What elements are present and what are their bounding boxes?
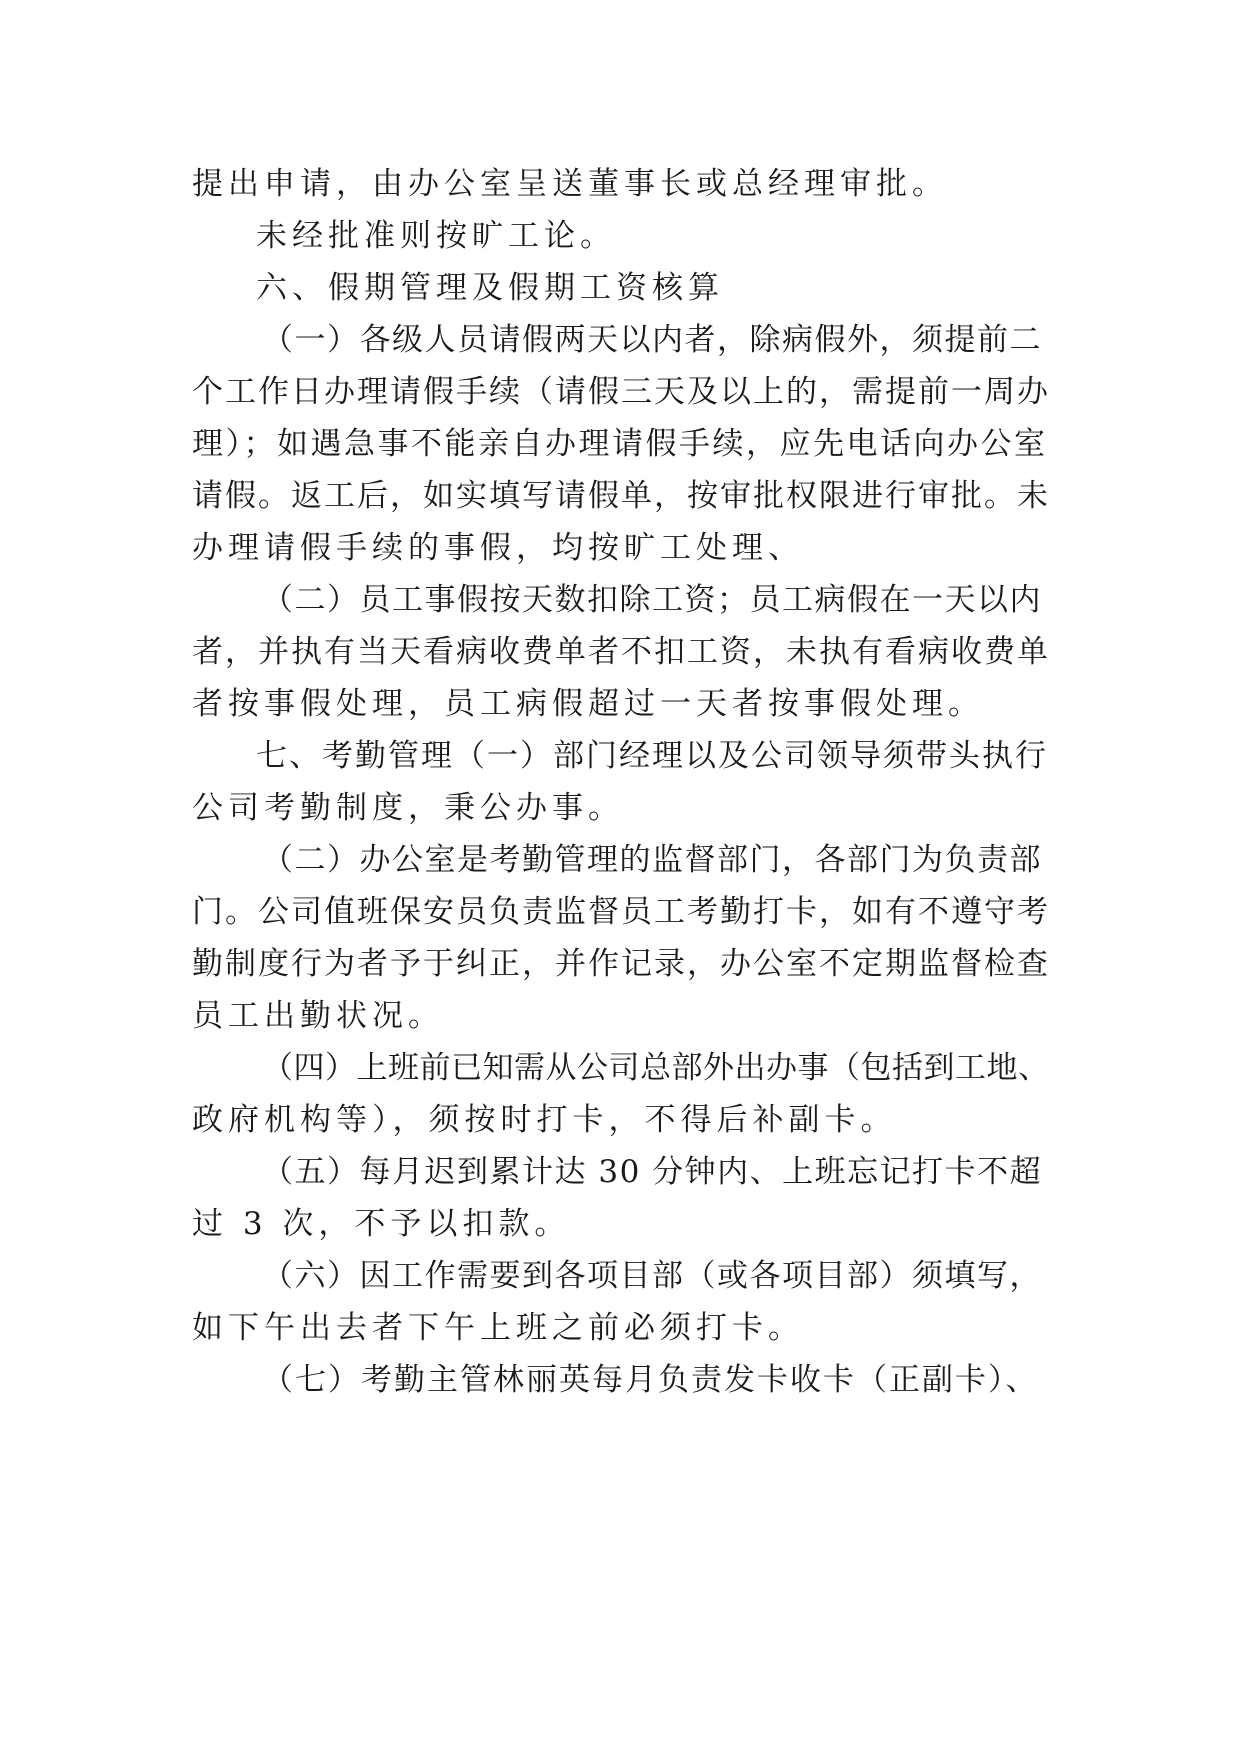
text-line: （七）考勤主管林丽英每月负责发卡收卡（正副卡）、 [262, 1362, 1039, 1398]
text-line: 过 3 次，不予以扣款。 [192, 1206, 571, 1242]
text-line: 员工出勤状况。 [192, 998, 444, 1034]
text-line: 政府机构等），须按时打卡，不得后补副卡。 [192, 1102, 897, 1138]
text-line: 勤制度行为者予于纠正，并作记录，办公室不定期监督检查 [192, 946, 1050, 982]
text-line: （一）各级人员请假两天以内者，除病假外，须提前二 [262, 322, 1042, 358]
text-line: 未经批准则按旷工论。 [256, 218, 616, 254]
text-line: 个工作日办理请假手续（请假三天及以上的，需提前一周办 [192, 374, 1050, 410]
section-heading: 七、考勤管理（一）部门经理以及公司领导须带头执行 [256, 738, 1048, 774]
text-line: （二）办公室是考勤管理的监督部门，各部门为负责部 [262, 842, 1042, 878]
text-line: 门。公司值班保安员负责监督员工考勤打卡，如有不遵守考 [192, 894, 1050, 930]
text-line: 者按事假处理，员工病假超过一天者按事假处理。 [192, 686, 984, 722]
text-line: 理）；如遇急事不能亲自办理请假手续，应先电话向办公室 [192, 426, 1048, 462]
text-line: 请假。返工后，如实填写请假单，按审批权限进行审批。未 [192, 478, 1050, 514]
text-line: （二）员工事假按天数扣除工资；员工病假在一天以内 [262, 582, 1042, 618]
text-line: 者，并执有当天看病收费单者不扣工资，未执有看病收费单 [192, 634, 1050, 670]
text-line: 公司考勤制度，秉公办事。 [192, 790, 624, 826]
section-heading: 六、假期管理及假期工资核算 [256, 270, 724, 306]
text-line: 办理请假手续的事假，均按旷工处理、 [192, 530, 804, 566]
text-line: （四）上班前已知需从公司总部外出办事（包括到工地、 [262, 1050, 1050, 1086]
text-line: （六）因工作需要到各项目部（或各项目部）须填写， [262, 1258, 1042, 1294]
text-line: 提出申请，由办公室呈送董事长或总经理审批。 [192, 166, 948, 202]
text-line: （五）每月迟到累计达 30 分钟内、上班忘记打卡不超 [262, 1154, 1043, 1190]
text-line: 如下午出去者下午上班之前必须打卡。 [192, 1310, 804, 1346]
